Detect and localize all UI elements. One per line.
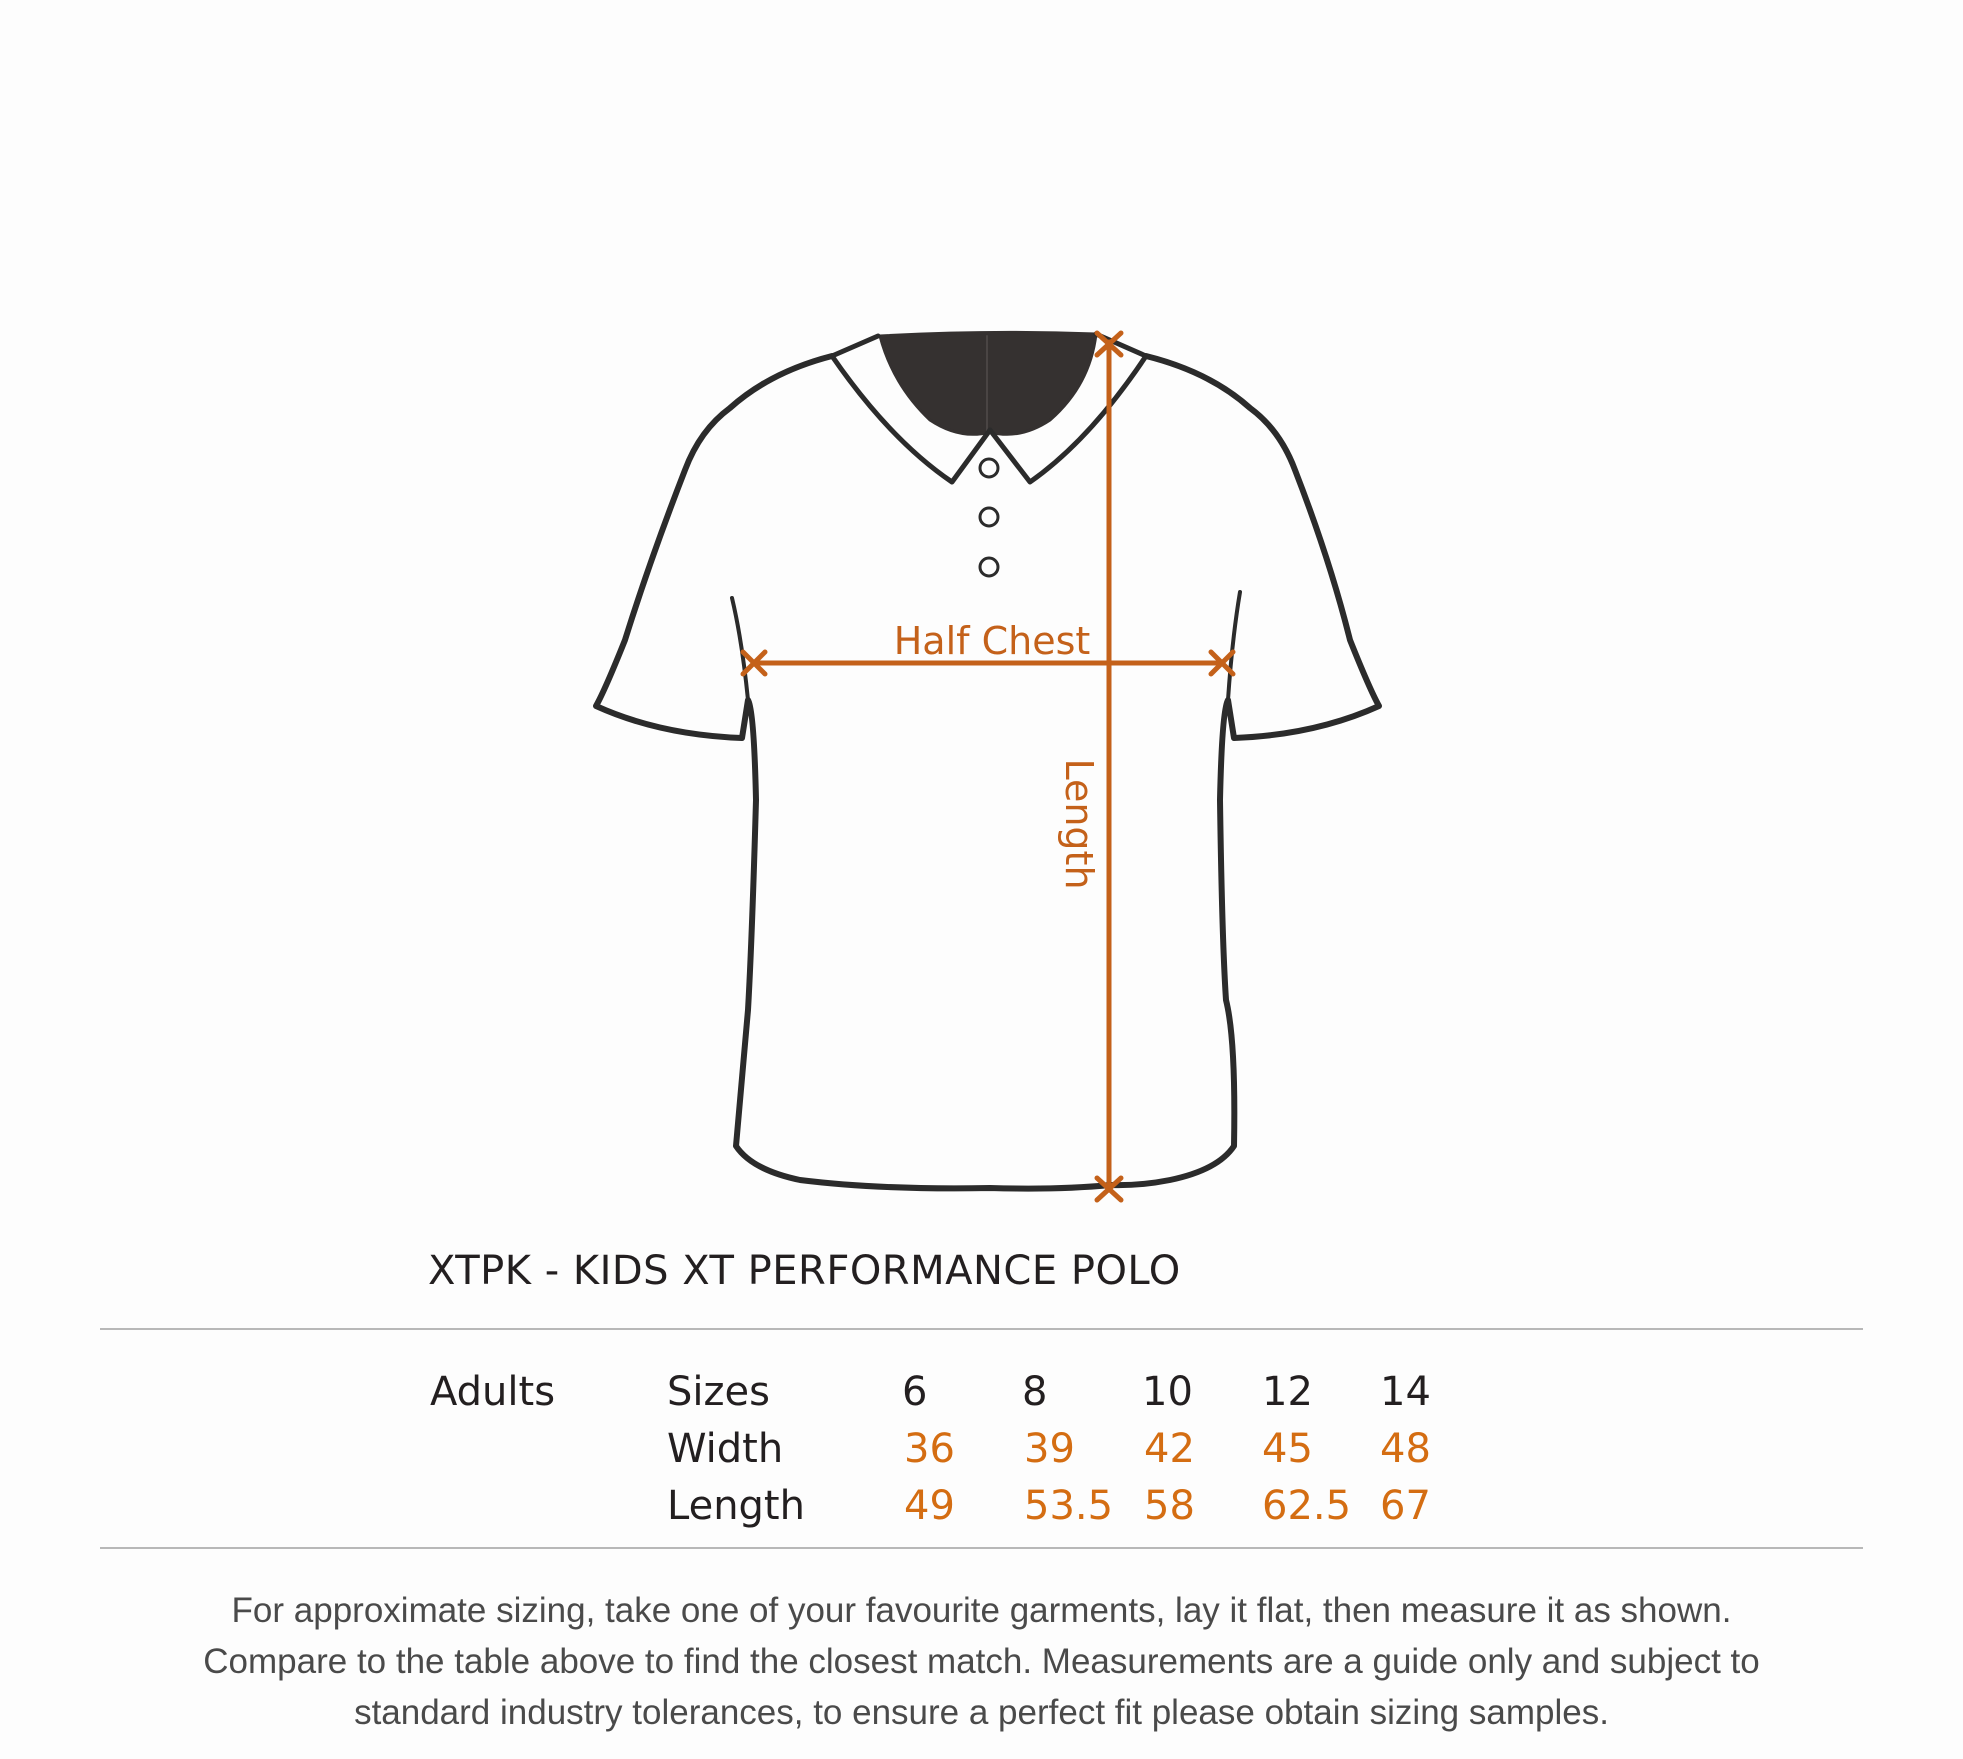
instructions-line: Compare to the table above to find the closest match. Measurements are a guide only and subject to (203, 1642, 1760, 1681)
length-value: 58 (1144, 1483, 1195, 1529)
instructions-line: For approximate sizing, take one of your favourite garments, lay it flat, then measure it as shown. (231, 1591, 1732, 1630)
polo-shirt-icon (596, 332, 1379, 1188)
size-value: 8 (1022, 1369, 1048, 1415)
length-value: 67 (1380, 1483, 1431, 1529)
product-title: XTPK - KIDS XT PERFORMANCE POLO (428, 1248, 1181, 1294)
measurement-lines (743, 333, 1233, 1200)
row-label-length: Length (667, 1483, 805, 1529)
row-label-sizes: Sizes (667, 1369, 770, 1415)
left-armhole (732, 598, 748, 700)
size-value: 10 (1142, 1369, 1193, 1415)
width-value: 39 (1024, 1426, 1075, 1472)
button-3 (980, 558, 998, 576)
measuring-instructions (100, 1585, 1863, 1738)
width-value: 48 (1380, 1426, 1431, 1472)
size-value: 12 (1262, 1369, 1313, 1415)
size-value: 6 (902, 1369, 928, 1415)
right-armhole (1228, 592, 1240, 700)
size-value: 14 (1380, 1369, 1431, 1415)
length-label: Length (1057, 758, 1101, 890)
width-value: 36 (904, 1426, 955, 1472)
width-value: 42 (1144, 1426, 1195, 1472)
button-1 (980, 459, 998, 477)
row-label-width: Width (667, 1426, 784, 1472)
half-chest-label: Half Chest (893, 619, 1091, 663)
table-divider-top (100, 1328, 1863, 1330)
length-value: 53.5 (1024, 1483, 1114, 1529)
table-divider-bottom (100, 1547, 1863, 1549)
length-value: 62.5 (1262, 1483, 1352, 1529)
shirt-right-side (1110, 356, 1379, 1185)
instructions-line: standard industry tolerances, to ensure a perfect fit please obtain sizing samples. (354, 1693, 1609, 1732)
table-group-label: Adults (430, 1369, 556, 1415)
button-2 (980, 508, 998, 526)
length-value: 49 (904, 1483, 955, 1529)
width-value: 45 (1262, 1426, 1313, 1472)
